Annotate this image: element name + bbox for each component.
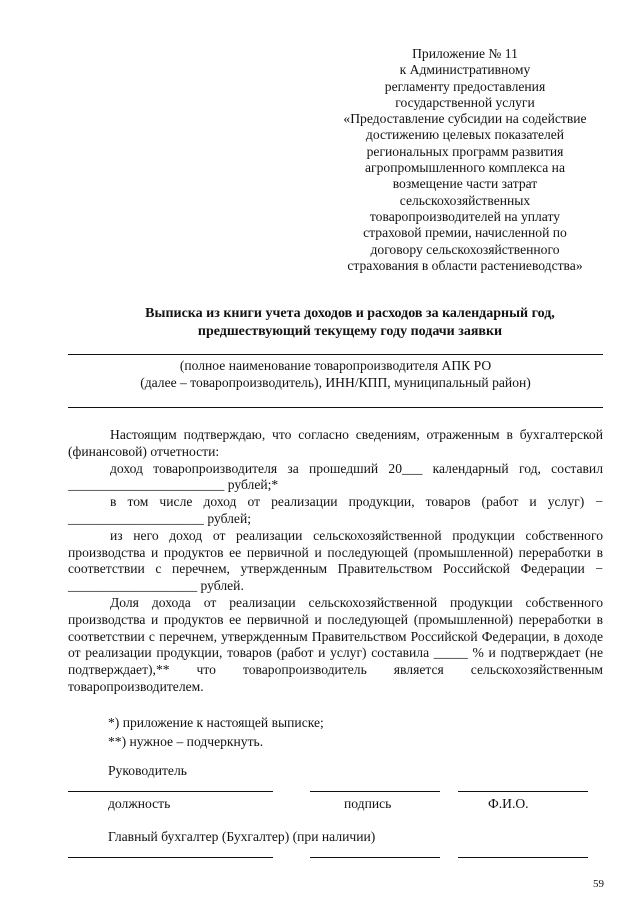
name-line <box>458 791 588 792</box>
appendix-line: к Административному <box>399 62 531 78</box>
statement-paragraph: Настоящим подтверждаю, что согласно сведениям, отраженным в бухгалтерской (финансовой) отчетности: <box>68 427 603 459</box>
footnotes <box>108 713 324 751</box>
accountant-label: Главный бухгалтер (Бухгалтер) (при наличии) <box>108 829 376 844</box>
producer-caption <box>68 357 603 391</box>
appendix-line: региональных программ развития <box>366 143 564 159</box>
appendix-line: агропромышленного комплекса на <box>365 160 565 176</box>
document-title <box>70 305 630 341</box>
head-label: Руководитель <box>108 763 187 778</box>
accountant-name-line <box>458 857 588 858</box>
caption-line-1: (полное наименование товаропроизводителя АПК РО <box>179 358 492 373</box>
page-number: 59 <box>593 878 604 890</box>
caption-line-2: (далее – товаропроизводитель), ИНН/КПП, муниципальный район) <box>140 375 531 390</box>
signature-caption: подпись <box>344 796 392 811</box>
appendix-line: Приложение № 11 <box>412 46 518 61</box>
signature-line <box>310 791 440 792</box>
appendix-header <box>300 46 630 274</box>
title-line-1: Выписка из книги учета доходов и расходов за календарный год, <box>145 306 555 321</box>
appendix-line: возмещение части затрат <box>392 176 538 192</box>
appendix-line: страховой премии, начисленной по <box>363 225 567 241</box>
appendix-line: регламенту предоставления <box>384 78 546 94</box>
statement-paragraph: доход товаропроизводителя за прошедший 20___ календарный год, составил _______________________ рублей;* <box>68 460 603 493</box>
position-line <box>68 791 273 792</box>
name-caption: Ф.И.О. <box>488 796 529 811</box>
accountant-signature-line <box>310 857 440 858</box>
footnote: *) приложение к настоящей выписке; <box>108 715 324 730</box>
title-line-2: предшествующий текущему году подачи заявки <box>197 324 503 339</box>
appendix-line: страхования в области растениеводства» <box>347 257 583 273</box>
statement-paragraph: из него доход от реализации сельскохозяйственной продукции собственного производства и продуктов ее первичной и последующей (промышленной) переработки в соответствии с перечнем, утвержденным Правительством Российской Федерации − ___________________ рублей. <box>68 527 603 594</box>
accountant-position-line <box>68 857 273 858</box>
position-caption: должность <box>108 796 171 811</box>
statement-paragraph: в том числе доход от реализации продукции, товаров (работ и услуг) − ____________________ рублей; <box>68 494 603 526</box>
appendix-line: достижению целевых показателей <box>365 127 565 143</box>
producer-details-line <box>68 407 603 408</box>
appendix-line: государственной услуги <box>395 94 535 110</box>
appendix-line: договору сельскохозяйственного <box>370 241 560 257</box>
statement-body <box>68 427 603 696</box>
appendix-line: товаропроизводителей на уплату <box>369 208 561 224</box>
appendix-line: сельскохозяйственных <box>399 192 531 208</box>
statement-paragraph: Доля дохода от реализации сельскохозяйственной продукции собственного производства и продуктов ее первичной и последующей (промышленной) переработки в соответствии с перечнем, утвержденным Правительством Российской Федерации, в доходе от реализации продукции, товаров (работ и услуг) составила _____ % и подтверждает (не подтверждает),** что товаропроизводитель является сельскохозяйственным товаропроизводителем. <box>68 594 603 694</box>
producer-name-line <box>68 354 603 355</box>
appendix-line: «Предоставление субсидии на содействие <box>343 111 587 127</box>
footnote: **) нужное – подчеркнуть. <box>108 734 264 749</box>
